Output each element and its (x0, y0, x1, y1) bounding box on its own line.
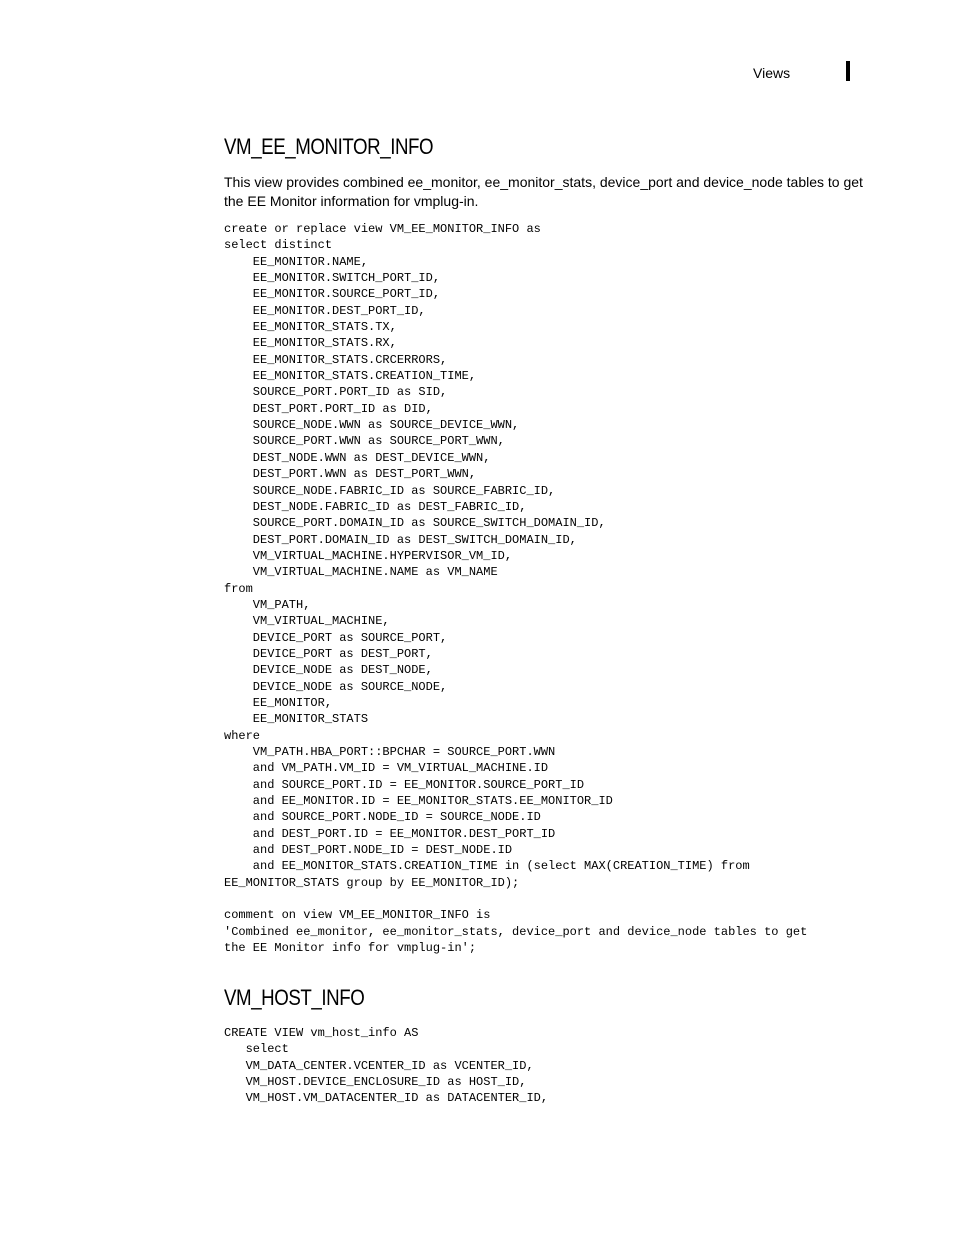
section-intro-paragraph: This view provides combined ee_monitor, ee_monitor_stats, device_port and device_node tables to get the EE Monitor information for vmplug-in. (224, 174, 863, 209)
sql-code-block-ee-monitor: create or replace view VM_EE_MONITOR_INFO as select distinct EE_MONITOR.NAME, EE_MONITOR.SWITCH_PORT_ID, EE_MONITOR.SOURCE_PORT_ID, EE_MONITOR.DEST_PORT_ID, EE_MONITOR_STATS.TX, EE_MONITOR_STATS.RX, EE_MONITOR_STATS.CRCERRORS, EE_MONITOR_STATS.CREATION_TIME, SOURCE_PORT.PORT_ID as SID, DEST_PORT.PORT_ID as DID, SOURCE_NODE.WWN as SOURCE_DEVICE_WWN, SOURCE_PORT.WWN as SOURCE_PORT_WWN, DEST_NODE.WWN as DEST_DEVICE_WWN, DEST_PORT.WWN as DEST_PORT_WWN, SOURCE_NODE.FABRIC_ID as SOURCE_FABRIC_ID, DEST_NODE.FABRIC_ID as DEST_FABRIC_ID, SOURCE_PORT.DOMAIN_ID as SOURCE_SWITCH_DOMAIN_ID, DEST_PORT.DOMAIN_ID as DEST_SWITCH_DOMAIN_ID, VM_VIRTUAL_MACHINE.HYPERVISOR_VM_ID, VM_VIRTUAL_MACHINE.NAME as VM_NAME from VM_PATH, VM_VIRTUAL_MACHINE, DEVICE_PORT as SOURCE_PORT, DEVICE_PORT as DEST_PORT, DEVICE_NODE as DEST_NODE, DEVICE_NODE as SOURCE_NODE, EE_MONITOR, EE_MONITOR_STATS where VM_PATH.HBA_PORT::BPCHAR = SOURCE_PORT.WWN and VM_PATH.VM_ID = VM_VIRTUAL_MACHINE.ID and SOURCE_PORT.ID = EE_MONITOR.SOURCE_PORT_ID and EE_MONITOR.ID = EE_MONITOR_STATS.EE_MONITOR_ID and SOURCE_PORT.NODE_ID = SOURCE_NODE.ID and DEST_PORT.ID = EE_MONITOR.DEST_PORT_ID and DEST_PORT.NODE_ID = DEST_NODE.ID and EE_MONITOR_STATS.CREATION_TIME in (select MAX(CREATION_TIME) from EE_MONITOR_STATS group by EE_MONITOR_ID); comment on view VM_EE_MONITOR_INFO is 'Combined ee_monitor, ee_monitor_stats, device_port and device_node tables to get the EE Monitor info for vmplug-in'; (224, 222, 808, 956)
sql-code-block-host-info: CREATE VIEW vm_host_info AS select VM_DATA_CENTER.VCENTER_ID as VCENTER_ID, VM_HOST.DEVICE_ENCLOSURE_ID as HOST_ID, VM_HOST.VM_DATACENTER_ID as DATACENTER_ID, (224, 1026, 549, 1106)
running-header-section: Views (753, 65, 791, 81)
section-title-vm-ee-monitor-info: VM_EE_MONITOR_INFO (224, 134, 434, 159)
running-header-bar (846, 61, 850, 81)
section-title-vm-host-info: VM_HOST_INFO (224, 985, 365, 1010)
